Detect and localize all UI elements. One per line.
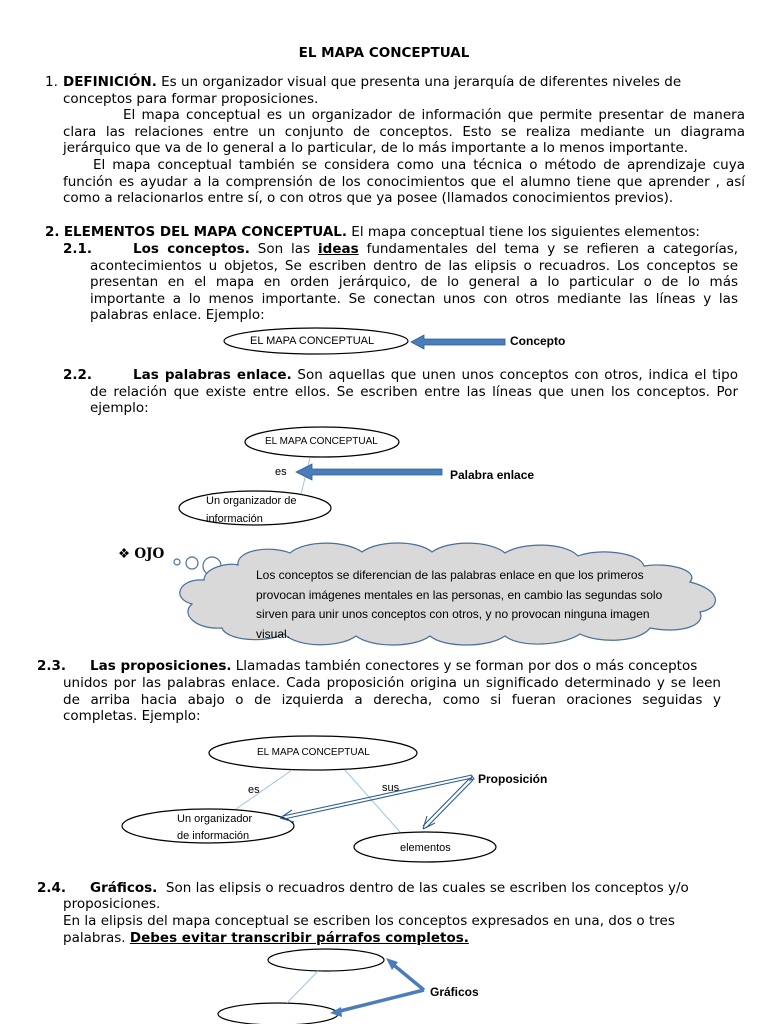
paragraph-line: jerárquico que va de lo general a lo particular, de lo más importante a lo menos importante. (63, 140, 689, 157)
section-2-3-number: 2.3. (37, 658, 67, 674)
section-2-line (45, 224, 700, 241)
graphic-ellipse-bottom (218, 1003, 338, 1024)
paragraph-line: El mapa conceptual es un organizador de información que permite presentar de manera (123, 107, 745, 123)
link-word-arrow (296, 464, 442, 480)
paragraph-line: como a relacionarlos entre sí, o con otros que ya posee (llamados conocimientos previos). (63, 190, 674, 207)
section-2-4-number: 2.4. (37, 880, 67, 896)
section-2-1-heading: Los conceptos. (133, 241, 250, 257)
proposition-label: Proposición (478, 772, 548, 786)
graphics-label: Gráficos (430, 985, 479, 999)
warning-emphasis: Debes evitar transcribir párrafos completos. (129, 930, 469, 946)
page-title: EL MAPA CONCEPTUAL (298, 45, 470, 61)
section-2-3-heading: Las proposiciones. (90, 658, 232, 674)
cloud-line: provocan imágenes mentales en las personas, en cambio las segundas solo (256, 587, 663, 602)
cloud-line: visual. (256, 626, 291, 641)
section-2-4-line-3: En la elipsis del mapa conceptual se escriben los conceptos expresados en una, dos o tres (63, 913, 675, 929)
paragraph-line: presentan en el mapa en orden jerárquico, de lo general a lo particular o de lo más (90, 274, 738, 291)
section-1-heading: DEFINICIÓN. (63, 74, 157, 90)
top-node-label: EL MAPA CONCEPTUAL (257, 747, 370, 758)
paragraph-line: función es ayudar a la comprensión de los conocimientos que el alumno tiene que aprender , así (63, 173, 745, 190)
section-1-paragraph-1 (63, 107, 745, 157)
link-line-left (236, 770, 292, 809)
paragraph-line: importante a lo menos importante. Se conectan unos con otros mediante las líneas y las (90, 290, 738, 307)
paragraph-line: palabras enlace. Ejemplo: (90, 307, 265, 324)
section-2-heading: ELEMENTOS DEL MAPA CONCEPTUAL. (63, 224, 347, 240)
section-2-2-first-line: Las palabras enlace. Son aquellas que unen unos conceptos con otros, indica el tipo (133, 367, 739, 383)
top-node-label: EL MAPA CONCEPTUAL (265, 436, 378, 447)
section-1-line-2: conceptos para formar proposiciones. (63, 91, 319, 107)
diamond-bullet-icon: ❖ (118, 546, 131, 562)
section-2-4-line-4: palabras. Debes evitar transcribir párrafos completos. (63, 930, 469, 946)
section-2-4-line-2: proposiciones. (63, 896, 161, 912)
section-1-text-1: Es un organizador visual que presenta una jerarquía de diferentes niveles de (161, 74, 682, 90)
cloud-line: sirven para unir unos conceptos con otros, y no provocan ninguna imagen (256, 607, 650, 621)
concept-arrow (411, 335, 505, 349)
cloud-line: Los conceptos se diferencian de las palabras enlace en que los primeros (256, 568, 644, 582)
section-1-number: 1. (45, 74, 58, 90)
concept-node-label: EL MAPA CONCEPTUAL (250, 335, 375, 347)
left-node-label: Un organizador de información (177, 813, 253, 842)
section-2-2-number: 2.2. (63, 367, 93, 383)
concept-label: Concepto (510, 334, 566, 348)
ideas-emphasis: ideas (318, 241, 359, 257)
thought-bubble-medium (186, 557, 198, 569)
paragraph-line: El mapa conceptual también se considera como una técnica o método de aprendizaje cuya (93, 157, 745, 173)
section-2-1-first-line: Los conceptos. Son las ideas fundamentales del tema y se refieren a categorías, (133, 241, 739, 257)
section-2-number: 2. (45, 224, 60, 240)
paragraph-line: completas. Ejemplo: (63, 708, 201, 725)
link-word-label: Palabra enlace (450, 468, 535, 482)
paragraph-line: de arriba hacia abajo o de izquierda a derecha, como si fueran oraciones seguidas y (63, 691, 721, 708)
section-2-2-paragraph (90, 367, 738, 417)
section-2-3-paragraph (63, 675, 721, 725)
section-2-1-paragraph (90, 241, 738, 324)
section-1-line-1 (63, 74, 681, 91)
ojo-bullet (118, 546, 164, 563)
section-2-4-first-line: Gráficos. Son las elipsis o recuadros dentro de las cuales se escriben los conceptos y/o (90, 880, 689, 896)
thought-bubble-small (174, 559, 180, 565)
section-2-2-heading: Las palabras enlace. (133, 367, 292, 383)
link-word-right: sus (382, 782, 400, 794)
section-2-4-heading: Gráficos. (90, 880, 158, 896)
graphic-ellipse-top (268, 949, 384, 971)
paragraph-line: clara las relaciones entre un conjunto de conceptos. Esto se realiza mediante un diagrama (63, 123, 745, 140)
paragraph-line: unidos por las palabras enlace. Cada proposición origina un significado determinado y se leen (63, 675, 721, 691)
paragraph-line: acontecimientos u objetos, Se escriben dentro de las elipsis o recuadros. Los conceptos se (90, 257, 738, 274)
paragraph-line: de relación que existe entre ellos. Se escriben entre las líneas que unen los conceptos. Por (90, 383, 738, 400)
cloud-text (256, 566, 716, 644)
section-1-paragraph-2 (63, 157, 745, 207)
right-node-label: elementos (400, 842, 451, 854)
link-word-left: es (248, 784, 260, 796)
ojo-label: OJO (134, 546, 165, 562)
section-2-1-number: 2.1. (63, 241, 93, 257)
graphic-link-line (287, 971, 318, 1003)
section-2-3-first-line: Las proposiciones. Llamadas también conectores y se forman por dos o más conceptos (90, 658, 698, 674)
bottom-node-label: Un organizador de información (206, 495, 297, 525)
section-2-text: El mapa conceptual tiene los siguientes elementos: (351, 224, 700, 240)
proposition-arrows (280, 775, 474, 829)
link-word: es (275, 466, 287, 478)
paragraph-line: ejemplo: (90, 400, 149, 417)
